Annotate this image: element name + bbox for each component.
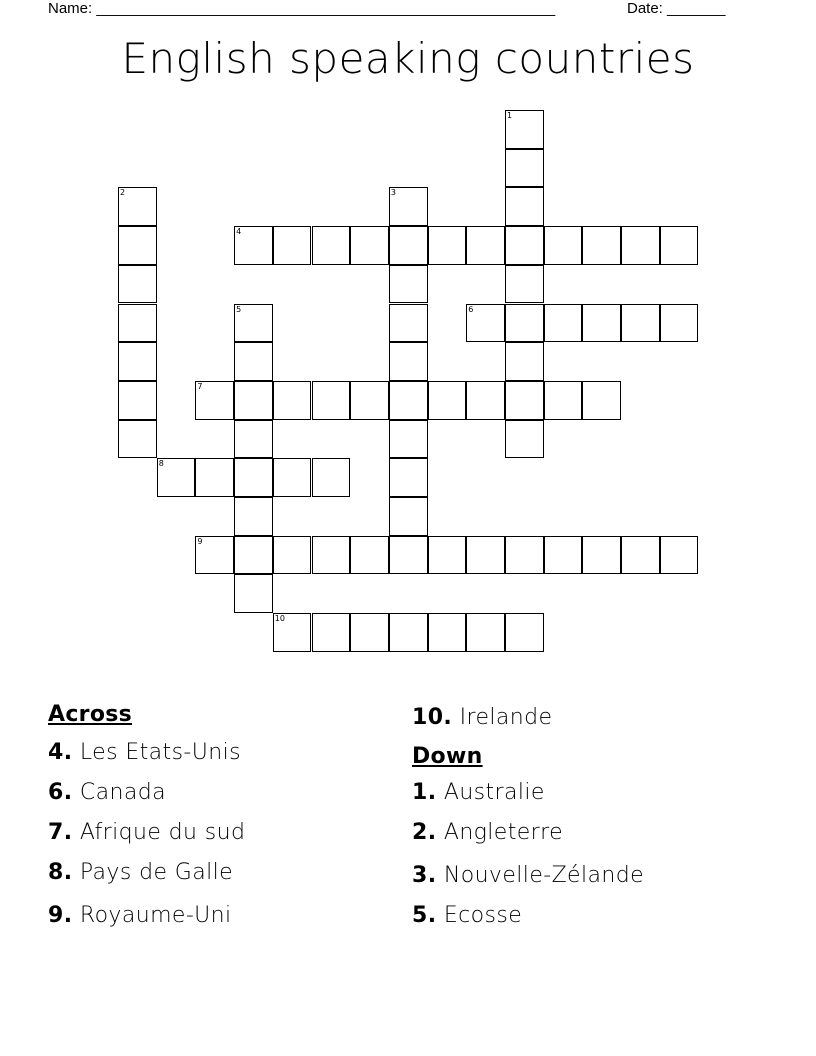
- cell-number: 2: [120, 188, 126, 198]
- crossword-cell[interactable]: [505, 420, 544, 459]
- crossword-cell[interactable]: [234, 381, 273, 420]
- crossword-cell[interactable]: [505, 536, 544, 575]
- crossword-cell[interactable]: [273, 226, 312, 265]
- crossword-cell[interactable]: [389, 613, 428, 652]
- clue-number: 10.: [412, 705, 453, 730]
- crossword-cell[interactable]: [505, 187, 544, 226]
- crossword-cell[interactable]: [312, 226, 351, 265]
- crossword-cell[interactable]: [505, 342, 544, 381]
- crossword-cell[interactable]: [118, 265, 157, 304]
- clue-text: Nouvelle-Zélande: [443, 863, 645, 888]
- clue-number: 4.: [48, 740, 73, 765]
- crossword-cell[interactable]: [428, 226, 467, 265]
- across-clue-10: [412, 705, 552, 730]
- crossword-cell[interactable]: [389, 304, 428, 343]
- down-heading: Down: [412, 744, 483, 769]
- crossword-cell[interactable]: [312, 536, 351, 575]
- clue-number: 8.: [48, 860, 73, 885]
- crossword-cell[interactable]: [118, 226, 157, 265]
- crossword-cell[interactable]: [582, 226, 621, 265]
- crossword-cell[interactable]: [195, 381, 234, 420]
- crossword-cell[interactable]: [428, 613, 467, 652]
- crossword-cell[interactable]: [505, 613, 544, 652]
- clue-number: 9.: [48, 903, 73, 928]
- clue-text: Pays de Galle: [79, 860, 234, 885]
- crossword-cell[interactable]: [544, 304, 583, 343]
- cell-number: 9: [197, 536, 203, 546]
- clue-text: Angleterre: [443, 820, 564, 845]
- crossword-cell[interactable]: [466, 381, 505, 420]
- clue-number: 5.: [412, 903, 437, 928]
- crossword-cell[interactable]: [389, 342, 428, 381]
- crossword-cell[interactable]: [466, 536, 505, 575]
- crossword-cell[interactable]: [389, 187, 428, 226]
- crossword-cell[interactable]: [660, 536, 699, 575]
- crossword-cell[interactable]: [466, 226, 505, 265]
- crossword-cell[interactable]: [234, 458, 273, 497]
- crossword-cell[interactable]: [505, 304, 544, 343]
- across-clue-4: [48, 740, 241, 765]
- crossword-cell[interactable]: [389, 265, 428, 304]
- crossword-cell[interactable]: [621, 226, 660, 265]
- crossword-cell[interactable]: [273, 458, 312, 497]
- crossword-cell[interactable]: [234, 342, 273, 381]
- crossword-cell[interactable]: [505, 265, 544, 304]
- crossword-cell[interactable]: [466, 304, 505, 343]
- across-clue-9: [48, 903, 232, 928]
- crossword-cell[interactable]: [312, 381, 351, 420]
- crossword-cell[interactable]: [389, 381, 428, 420]
- cell-number: 5: [236, 304, 242, 314]
- crossword-cell[interactable]: [195, 536, 234, 575]
- across-clue-6: [48, 780, 166, 805]
- cell-number: 1: [507, 111, 513, 120]
- crossword-cell[interactable]: [505, 226, 544, 265]
- cell-number: 8: [158, 459, 164, 469]
- clue-text: Australie: [443, 780, 545, 805]
- crossword-cell[interactable]: [118, 187, 157, 226]
- clue-number: 6.: [48, 780, 73, 805]
- crossword-cell[interactable]: [428, 381, 467, 420]
- clue-number: 3.: [412, 863, 437, 888]
- clue-number: 2.: [412, 820, 437, 845]
- crossword-cell[interactable]: [582, 304, 621, 343]
- clue-text: Canada: [79, 780, 166, 805]
- across-clue-8: [48, 860, 233, 885]
- crossword-cell[interactable]: [660, 226, 699, 265]
- crossword-cell[interactable]: [195, 458, 234, 497]
- crossword-cell[interactable]: [234, 497, 273, 536]
- crossword-cell[interactable]: [466, 613, 505, 652]
- crossword-cell[interactable]: [544, 536, 583, 575]
- down-clue-5: [412, 903, 522, 928]
- crossword-cell[interactable]: [234, 574, 273, 613]
- crossword-cell[interactable]: [312, 613, 351, 652]
- crossword-cell[interactable]: [350, 226, 389, 265]
- clue-text: Irelande: [459, 705, 553, 730]
- crossword-cell[interactable]: [621, 536, 660, 575]
- clue-number: 7.: [48, 820, 73, 845]
- crossword-cell[interactable]: [234, 226, 273, 265]
- crossword-cell[interactable]: [505, 110, 544, 149]
- crossword-cell[interactable]: [389, 497, 428, 536]
- crossword-cell[interactable]: [234, 304, 273, 343]
- clue-text: Ecosse: [443, 903, 523, 928]
- cell-number: 3: [390, 188, 396, 198]
- cell-number: 6: [468, 304, 474, 314]
- clue-text: Les Etats-Unis: [79, 740, 241, 765]
- across-heading: Across: [48, 702, 133, 727]
- page-title: English speaking countries: [121, 34, 695, 83]
- crossword-cell[interactable]: [582, 536, 621, 575]
- crossword-cell[interactable]: [544, 226, 583, 265]
- crossword-cell[interactable]: [660, 304, 699, 343]
- crossword-cell[interactable]: [505, 381, 544, 420]
- cell-number: 4: [236, 227, 242, 237]
- crossword-cell[interactable]: [582, 381, 621, 420]
- crossword-cell[interactable]: [273, 536, 312, 575]
- crossword-cell[interactable]: [234, 536, 273, 575]
- crossword-cell[interactable]: [389, 458, 428, 497]
- clue-number: 1.: [412, 780, 437, 805]
- crossword-cell[interactable]: [389, 420, 428, 459]
- name-field[interactable]: Name: _______________________________________________________: [48, 0, 556, 17]
- crossword-cell[interactable]: [118, 381, 157, 420]
- down-clue-2: [412, 820, 563, 845]
- clue-text: Royaume-Uni: [79, 903, 232, 928]
- crossword-cell[interactable]: [118, 304, 157, 343]
- crossword-cell[interactable]: [350, 381, 389, 420]
- down-clue-1: [412, 780, 545, 805]
- crossword-cell[interactable]: [505, 149, 544, 188]
- crossword-cell[interactable]: [157, 458, 196, 497]
- crossword-cell[interactable]: [389, 536, 428, 575]
- crossword-cell[interactable]: [350, 536, 389, 575]
- crossword-cell[interactable]: [389, 226, 428, 265]
- across-clue-7: [48, 820, 245, 845]
- crossword-cell[interactable]: [118, 420, 157, 459]
- date-field[interactable]: Date: _______: [627, 0, 726, 17]
- crossword-cell[interactable]: [350, 613, 389, 652]
- cell-number: 7: [197, 381, 203, 391]
- down-clue-3: [412, 863, 644, 888]
- crossword-cell[interactable]: [621, 304, 660, 343]
- crossword-cell[interactable]: [544, 381, 583, 420]
- crossword-cell[interactable]: [273, 381, 312, 420]
- crossword-cell[interactable]: [273, 613, 312, 652]
- cell-number: 10: [274, 614, 285, 624]
- crossword-cell[interactable]: [118, 342, 157, 381]
- crossword-cell[interactable]: [428, 536, 467, 575]
- clue-text: Afrique du sud: [79, 820, 246, 845]
- crossword-cell[interactable]: [234, 420, 273, 459]
- crossword-cell[interactable]: [312, 458, 351, 497]
